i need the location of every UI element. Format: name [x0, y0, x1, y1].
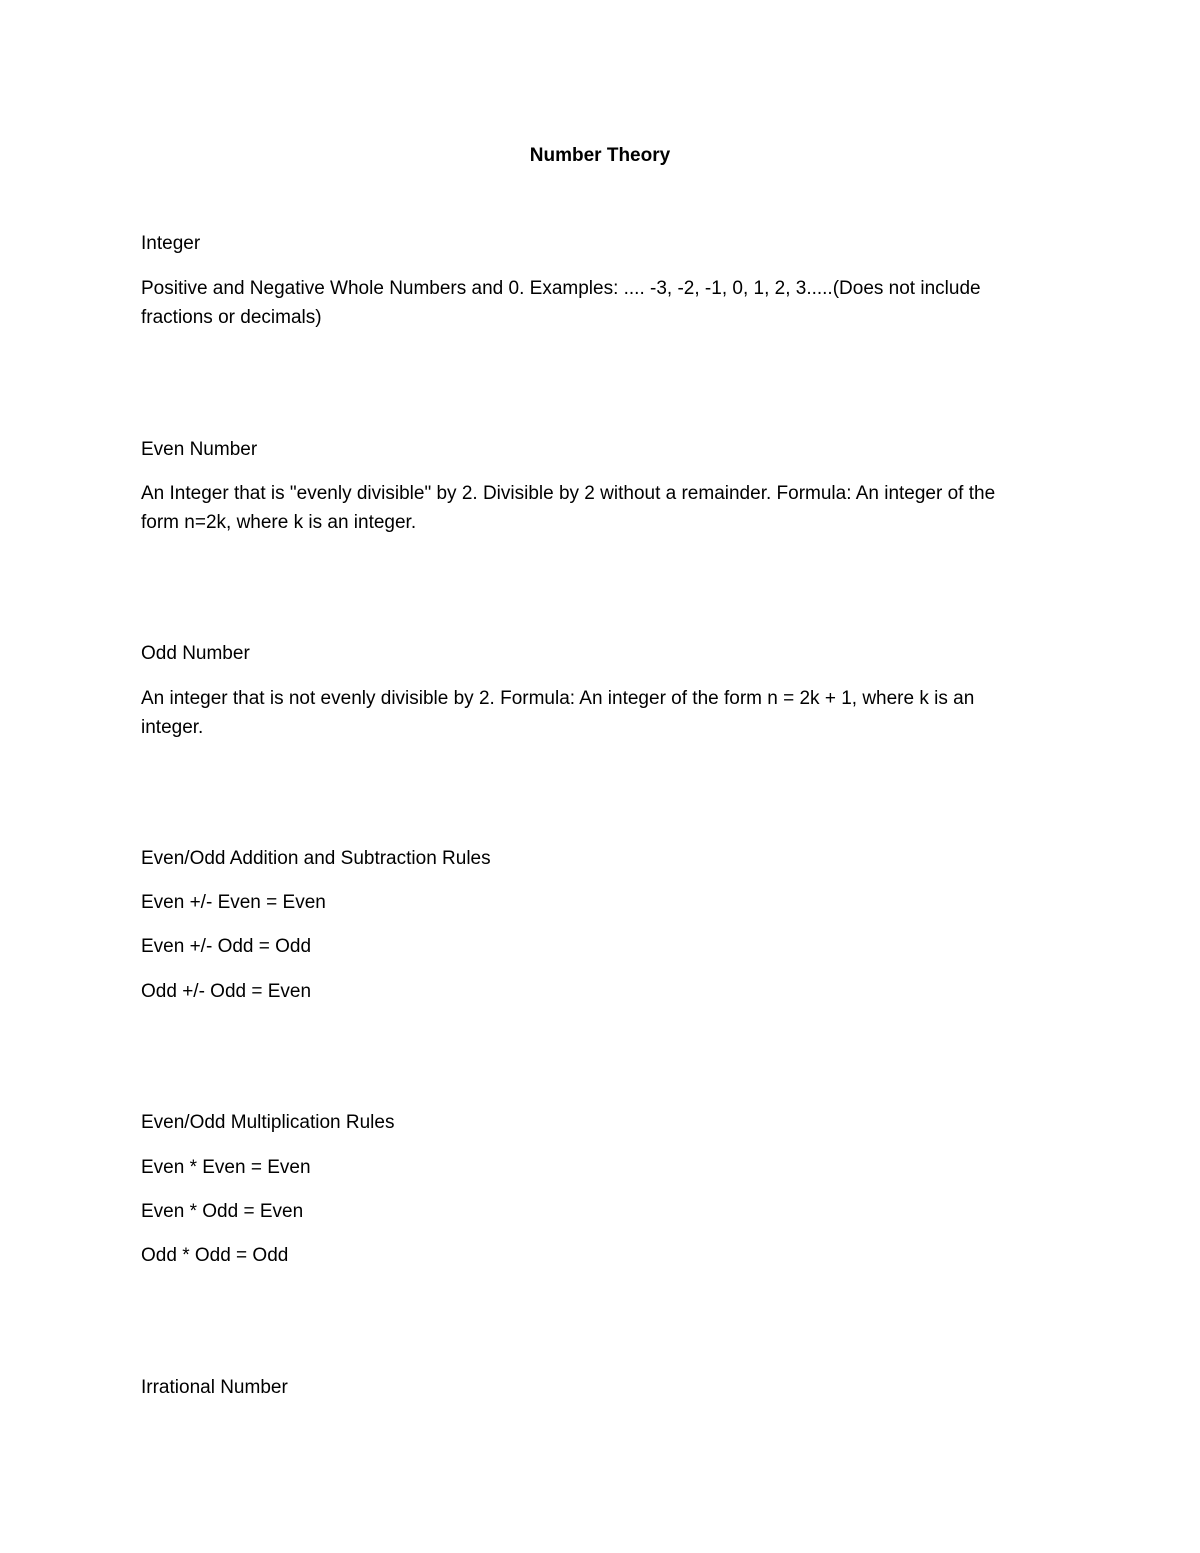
addition-rule-item: Even +/- Even = Even: [141, 892, 326, 913]
addition-subtraction-rules-heading: Even/Odd Addition and Subtraction Rules: [141, 848, 491, 869]
integer-definition-line-1: Positive and Negative Whole Numbers and 0. Examples: .... -3, -2, -1, 0, 1, 2, 3.....(Does not include: [141, 278, 981, 299]
odd-number-definition-line-1: An integer that is not evenly divisible by 2. Formula: An integer of the form n = 2k + 1, where k is an: [141, 688, 975, 709]
addition-rule-item: Odd +/- Odd = Even: [141, 981, 312, 1002]
integer-definition-line-2: fractions or decimals): [141, 307, 322, 328]
irrational-number-heading: Irrational Number: [141, 1377, 288, 1398]
addition-rule-item: Even +/- Odd = Odd: [141, 936, 312, 957]
even-number-definition-line-1: An Integer that is "evenly divisible" by 2. Divisible by 2 without a remainder. Formula: An integer of the: [141, 483, 996, 504]
odd-number-definition-line-2: integer.: [141, 717, 204, 738]
even-number-heading: Even Number: [141, 439, 258, 460]
multiplication-rule-item: Even * Even = Even: [141, 1157, 311, 1178]
odd-number-heading: Odd Number: [141, 643, 250, 664]
even-number-definition-line-2: form n=2k, where k is an integer.: [141, 512, 417, 533]
multiplication-rule-item: Even * Odd = Even: [141, 1201, 304, 1222]
page-title: Number Theory: [529, 145, 671, 166]
multiplication-rule-item: Odd * Odd = Odd: [141, 1245, 289, 1266]
multiplication-rules-heading: Even/Odd Multiplication Rules: [141, 1112, 395, 1133]
integer-heading: Integer: [141, 233, 201, 254]
